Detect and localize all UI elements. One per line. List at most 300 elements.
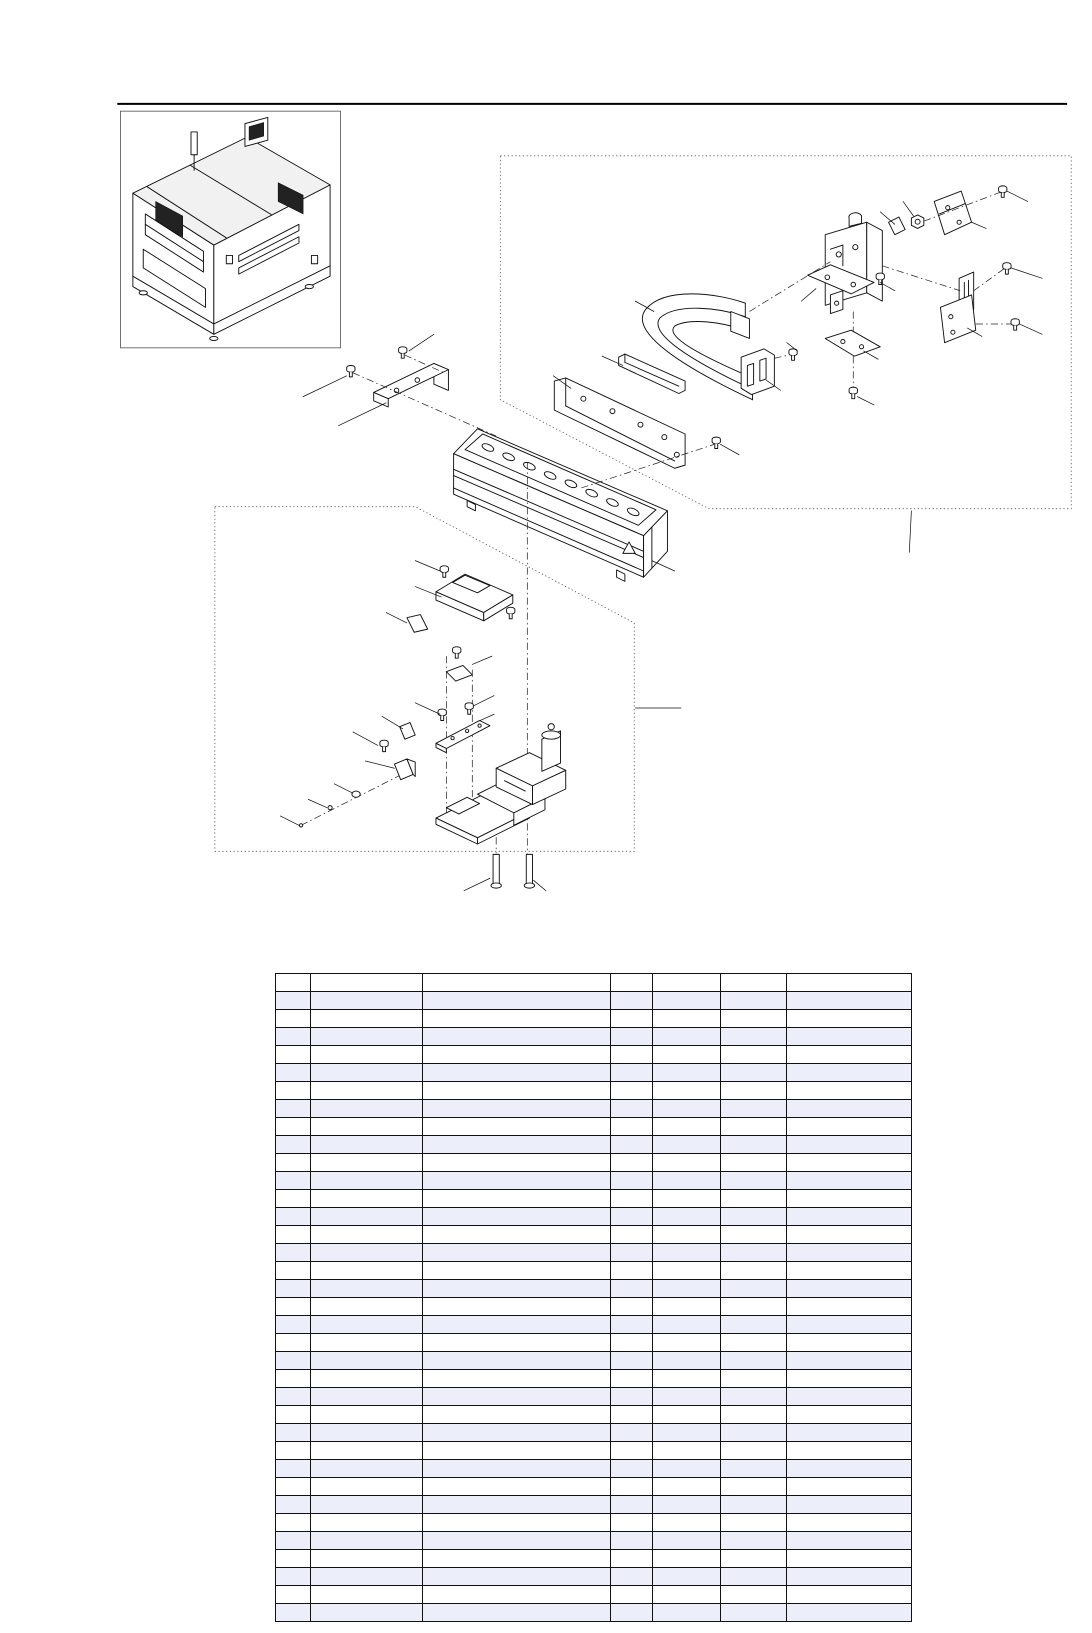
table-cell xyxy=(423,1532,611,1550)
table-cell xyxy=(276,1298,311,1316)
table-cell xyxy=(423,1082,611,1100)
table-cell xyxy=(311,1064,423,1082)
table-cell xyxy=(276,1316,311,1334)
table-cell xyxy=(721,1172,787,1190)
table-cell xyxy=(311,1190,423,1208)
table-row xyxy=(276,1100,912,1118)
table-cell xyxy=(787,1388,912,1406)
table-cell xyxy=(653,1280,721,1298)
machine-overview-inset xyxy=(120,111,340,348)
table-cell xyxy=(721,1064,787,1082)
table-cell xyxy=(787,1028,912,1046)
table-cell xyxy=(423,1550,611,1568)
table-cell xyxy=(653,1082,721,1100)
table-cell xyxy=(653,1244,721,1262)
lower-assembly-boundary xyxy=(215,507,634,852)
table-cell xyxy=(311,1604,423,1622)
table-cell xyxy=(611,1136,653,1154)
table-cell xyxy=(311,1118,423,1136)
table-cell xyxy=(311,1298,423,1316)
table-cell xyxy=(276,1028,311,1046)
table-row xyxy=(276,1442,912,1460)
table-cell xyxy=(276,1532,311,1550)
table-cell xyxy=(276,1460,311,1478)
parts-table xyxy=(275,973,912,1622)
table-cell xyxy=(721,1244,787,1262)
table-cell xyxy=(787,1406,912,1424)
table-cell xyxy=(276,1244,311,1262)
table-cell xyxy=(423,1568,611,1586)
table-cell xyxy=(653,992,721,1010)
cover-plate xyxy=(934,191,971,235)
table-row xyxy=(276,1370,912,1388)
table-cell xyxy=(423,1136,611,1154)
table-cell xyxy=(787,1298,912,1316)
table-cell xyxy=(721,1208,787,1226)
table-cell xyxy=(276,1064,311,1082)
table-cell xyxy=(787,1514,912,1532)
screw xyxy=(507,607,515,618)
table-cell xyxy=(276,1514,311,1532)
table-cell xyxy=(611,1604,653,1622)
table-cell xyxy=(611,1406,653,1424)
table-cell xyxy=(653,1136,721,1154)
table-cell xyxy=(276,1172,311,1190)
table-cell xyxy=(311,1424,423,1442)
table-cell xyxy=(276,1154,311,1172)
table-cell xyxy=(721,1604,787,1622)
table-row xyxy=(276,1046,912,1064)
table-cell xyxy=(653,1568,721,1586)
table-row xyxy=(276,1550,912,1568)
table-cell xyxy=(423,1514,611,1532)
table-cell xyxy=(276,1082,311,1100)
table-cell xyxy=(787,1568,912,1586)
table-cell xyxy=(787,1100,912,1118)
table-cell xyxy=(721,1460,787,1478)
table-cell xyxy=(653,1514,721,1532)
table-cell xyxy=(653,1010,721,1028)
table-cell xyxy=(611,1028,653,1046)
table-cell xyxy=(276,1352,311,1370)
table-cell xyxy=(653,1460,721,1478)
sensor-bar xyxy=(436,720,490,752)
table-cell xyxy=(611,1046,653,1064)
table-cell xyxy=(787,1334,912,1352)
table-cell xyxy=(276,1550,311,1568)
mounting-plate xyxy=(554,378,685,468)
table-cell xyxy=(611,992,653,1010)
table-cell xyxy=(653,1172,721,1190)
table-cell xyxy=(276,1208,311,1226)
table-cell xyxy=(423,1352,611,1370)
signal-tower-icon xyxy=(191,132,197,155)
table-header-cell xyxy=(311,974,423,992)
table-cell xyxy=(653,1316,721,1334)
table-cell xyxy=(423,1064,611,1082)
table-row xyxy=(276,1334,912,1352)
table-cell xyxy=(423,1406,611,1424)
table-cell xyxy=(721,1424,787,1442)
table-cell xyxy=(721,1514,787,1532)
table-cell xyxy=(787,1442,912,1460)
table-cell xyxy=(653,1532,721,1550)
table-row xyxy=(276,1262,912,1280)
table-cell xyxy=(721,1388,787,1406)
table-cell xyxy=(721,1118,787,1136)
table-row xyxy=(276,1316,912,1334)
table-cell xyxy=(721,992,787,1010)
table-cell xyxy=(721,1028,787,1046)
table-cell xyxy=(311,1442,423,1460)
table-header-row xyxy=(276,974,912,992)
table-cell xyxy=(276,1442,311,1460)
table-cell xyxy=(721,1478,787,1496)
table-cell xyxy=(653,1100,721,1118)
table-cell xyxy=(611,1442,653,1460)
table-cell xyxy=(611,1586,653,1604)
table-cell xyxy=(311,1352,423,1370)
table-cell xyxy=(423,1190,611,1208)
table-cell xyxy=(611,1280,653,1298)
table-cell xyxy=(721,1370,787,1388)
table-cell xyxy=(611,1388,653,1406)
table-cell xyxy=(311,1154,423,1172)
table-cell xyxy=(787,1262,912,1280)
table-cell xyxy=(653,1550,721,1568)
table-cell xyxy=(787,1154,912,1172)
table-cell xyxy=(311,1478,423,1496)
table-cell xyxy=(423,1280,611,1298)
table-cell xyxy=(276,1190,311,1208)
table-cell xyxy=(611,1496,653,1514)
table-cell xyxy=(721,1496,787,1514)
screw xyxy=(465,703,473,714)
table-cell xyxy=(653,1046,721,1064)
table-cell xyxy=(423,1586,611,1604)
table-cell xyxy=(276,1280,311,1298)
table-cell xyxy=(276,1334,311,1352)
table-cell xyxy=(611,1190,653,1208)
table-cell xyxy=(311,1514,423,1532)
small-plate xyxy=(446,665,472,681)
table-header-cell xyxy=(721,974,787,992)
table-cell xyxy=(311,1334,423,1352)
table-cell xyxy=(787,1136,912,1154)
table-cell xyxy=(311,1172,423,1190)
table-cell xyxy=(787,1244,912,1262)
knob-icon xyxy=(548,724,554,730)
table-cell xyxy=(423,1208,611,1226)
table-cell xyxy=(276,1424,311,1442)
table-row xyxy=(276,1172,912,1190)
table-cell xyxy=(787,1010,912,1028)
table-cell xyxy=(311,1316,423,1334)
table-row xyxy=(276,1352,912,1370)
screw xyxy=(453,647,461,658)
table-cell xyxy=(423,1442,611,1460)
table-cell xyxy=(721,1136,787,1154)
table-cell xyxy=(721,1550,787,1568)
table-cell xyxy=(311,1010,423,1028)
table-cell xyxy=(787,1190,912,1208)
screw xyxy=(440,566,448,577)
table-cell xyxy=(311,1028,423,1046)
sensor-cover-block xyxy=(436,574,513,621)
table-cell xyxy=(611,1460,653,1478)
parts-table-body xyxy=(276,974,912,1622)
table-cell xyxy=(423,1460,611,1478)
table-cell xyxy=(721,1100,787,1118)
table-cell xyxy=(276,1100,311,1118)
table-cell xyxy=(653,1118,721,1136)
table-cell xyxy=(721,1442,787,1460)
table-row xyxy=(276,1298,912,1316)
table-row xyxy=(276,1406,912,1424)
carrier-bracket xyxy=(808,213,883,314)
table-row xyxy=(276,1478,912,1496)
table-cell xyxy=(611,1100,653,1118)
table-cell xyxy=(787,1208,912,1226)
table-cell xyxy=(423,1496,611,1514)
table-cell xyxy=(721,1082,787,1100)
table-row xyxy=(276,1082,912,1100)
table-cell xyxy=(721,1262,787,1280)
table-row xyxy=(276,1604,912,1622)
table-cell xyxy=(423,1370,611,1388)
screw xyxy=(380,740,388,751)
table-cell xyxy=(276,1388,311,1406)
slotted-plate xyxy=(741,349,774,395)
screw xyxy=(347,365,355,376)
long-bolt xyxy=(524,854,534,888)
table-header-cell xyxy=(787,974,912,992)
table-cell xyxy=(653,1352,721,1370)
table-cell xyxy=(423,1388,611,1406)
table-cell xyxy=(787,1316,912,1334)
table-cell xyxy=(611,1370,653,1388)
table-cell xyxy=(611,1568,653,1586)
table-cell xyxy=(276,1496,311,1514)
table-cell xyxy=(423,1262,611,1280)
table-cell xyxy=(611,1478,653,1496)
flat-plate xyxy=(825,330,880,356)
screw xyxy=(1003,263,1011,274)
table-cell xyxy=(611,1316,653,1334)
table-cell xyxy=(423,1118,611,1136)
table-cell xyxy=(611,1226,653,1244)
table-cell xyxy=(611,1334,653,1352)
table-cell xyxy=(653,1190,721,1208)
table-cell xyxy=(311,1550,423,1568)
table-cell xyxy=(311,1370,423,1388)
screw xyxy=(849,387,857,398)
table-cell xyxy=(423,1316,611,1334)
table-cell xyxy=(611,1532,653,1550)
table-cell xyxy=(721,1154,787,1172)
table-row xyxy=(276,1424,912,1442)
screw xyxy=(789,349,797,360)
table-cell xyxy=(611,1154,653,1172)
table-cell xyxy=(787,1604,912,1622)
table-cell xyxy=(787,1352,912,1370)
table-cell xyxy=(787,1046,912,1064)
table-cell xyxy=(311,1046,423,1064)
table-row xyxy=(276,1244,912,1262)
table-cell xyxy=(311,1208,423,1226)
table-cell xyxy=(611,1172,653,1190)
table-cell xyxy=(423,1604,611,1622)
table-cell xyxy=(611,1514,653,1532)
table-cell xyxy=(311,1406,423,1424)
table-cell xyxy=(787,1064,912,1082)
label-plate xyxy=(407,615,428,633)
table-cell xyxy=(611,1550,653,1568)
table-cell xyxy=(611,1298,653,1316)
table-cell xyxy=(787,1226,912,1244)
table-cell xyxy=(721,1010,787,1028)
table-cell xyxy=(653,1604,721,1622)
table-cell xyxy=(787,1532,912,1550)
table-cell xyxy=(653,1226,721,1244)
table-cell xyxy=(311,1532,423,1550)
table-cell xyxy=(311,1244,423,1262)
table-header-cell xyxy=(653,974,721,992)
table-cell xyxy=(721,1532,787,1550)
screw xyxy=(438,709,446,720)
screw xyxy=(712,437,720,448)
table-row xyxy=(276,1568,912,1586)
table-cell xyxy=(653,1262,721,1280)
table-cell xyxy=(311,1496,423,1514)
table-cell xyxy=(787,1586,912,1604)
table-cell xyxy=(653,1370,721,1388)
table-row xyxy=(276,1388,912,1406)
table-cell xyxy=(653,1154,721,1172)
table-cell xyxy=(276,1478,311,1496)
table-cell xyxy=(611,1118,653,1136)
table-cell xyxy=(611,1082,653,1100)
table-row xyxy=(276,1532,912,1550)
table-cell xyxy=(311,1100,423,1118)
table-cell xyxy=(311,1082,423,1100)
table-cell xyxy=(653,1298,721,1316)
table-cell xyxy=(311,1262,423,1280)
table-cell xyxy=(611,1352,653,1370)
table-header-cell xyxy=(423,974,611,992)
table-cell xyxy=(721,1280,787,1298)
table-cell xyxy=(787,1496,912,1514)
table-cell xyxy=(787,1478,912,1496)
table-cell xyxy=(653,1208,721,1226)
table-cell xyxy=(423,1172,611,1190)
washer xyxy=(299,791,360,827)
table-cell xyxy=(653,1442,721,1460)
hex-nut xyxy=(911,215,923,228)
table-cell xyxy=(276,1586,311,1604)
main-beam xyxy=(454,429,668,582)
table-cell xyxy=(787,992,912,1010)
table-cell xyxy=(423,1046,611,1064)
upper-assembly-boundary xyxy=(500,156,1071,509)
table-row xyxy=(276,1514,912,1532)
thin-cover xyxy=(619,354,685,393)
table-row xyxy=(276,1226,912,1244)
table-row xyxy=(276,1064,912,1082)
table-cell xyxy=(311,1586,423,1604)
table-row xyxy=(276,1010,912,1028)
table-cell xyxy=(276,1226,311,1244)
table-cell xyxy=(787,1460,912,1478)
table-cell xyxy=(721,1568,787,1586)
table-cell xyxy=(423,1424,611,1442)
angle-bracket xyxy=(940,272,975,343)
table-cell xyxy=(653,1334,721,1352)
table-cell xyxy=(276,1568,311,1586)
table-cell xyxy=(311,1226,423,1244)
long-bolt xyxy=(491,854,501,888)
table-cell xyxy=(721,1298,787,1316)
table-row xyxy=(276,1154,912,1172)
screw xyxy=(999,186,1007,197)
table-row xyxy=(276,1460,912,1478)
table-header-cell xyxy=(611,974,653,992)
table-row xyxy=(276,1280,912,1298)
table-cell xyxy=(721,1046,787,1064)
table-cell xyxy=(653,1028,721,1046)
table-header-cell xyxy=(276,974,311,992)
table-cell xyxy=(787,1550,912,1568)
table-cell xyxy=(311,1460,423,1478)
table-cell xyxy=(611,1262,653,1280)
table-cell xyxy=(611,1064,653,1082)
table-cell xyxy=(276,1118,311,1136)
table-cell xyxy=(276,1406,311,1424)
table-cell xyxy=(276,1604,311,1622)
table-cell xyxy=(311,1136,423,1154)
clamp xyxy=(889,217,906,235)
table-cell xyxy=(653,1586,721,1604)
table-cell xyxy=(423,1244,611,1262)
table-cell xyxy=(721,1226,787,1244)
table-cell xyxy=(311,1280,423,1298)
table-cell xyxy=(423,1100,611,1118)
table-cell xyxy=(276,1136,311,1154)
table-cell xyxy=(787,1118,912,1136)
table-cell xyxy=(721,1352,787,1370)
table-cell xyxy=(787,1172,912,1190)
table-cell xyxy=(423,1226,611,1244)
table-cell xyxy=(721,1316,787,1334)
table-cell xyxy=(611,1208,653,1226)
table-cell xyxy=(721,1334,787,1352)
small-bracket xyxy=(400,723,416,740)
table-cell xyxy=(423,992,611,1010)
table-cell xyxy=(787,1424,912,1442)
table-cell xyxy=(423,1154,611,1172)
table-row xyxy=(276,1136,912,1154)
table-row xyxy=(276,1190,912,1208)
table-cell xyxy=(653,1388,721,1406)
table-row xyxy=(276,1028,912,1046)
screw xyxy=(399,347,407,358)
table-row xyxy=(276,1586,912,1604)
table-cell xyxy=(423,1478,611,1496)
table-cell xyxy=(276,992,311,1010)
table-cell xyxy=(721,1190,787,1208)
table-cell xyxy=(653,1064,721,1082)
table-cell xyxy=(423,1334,611,1352)
